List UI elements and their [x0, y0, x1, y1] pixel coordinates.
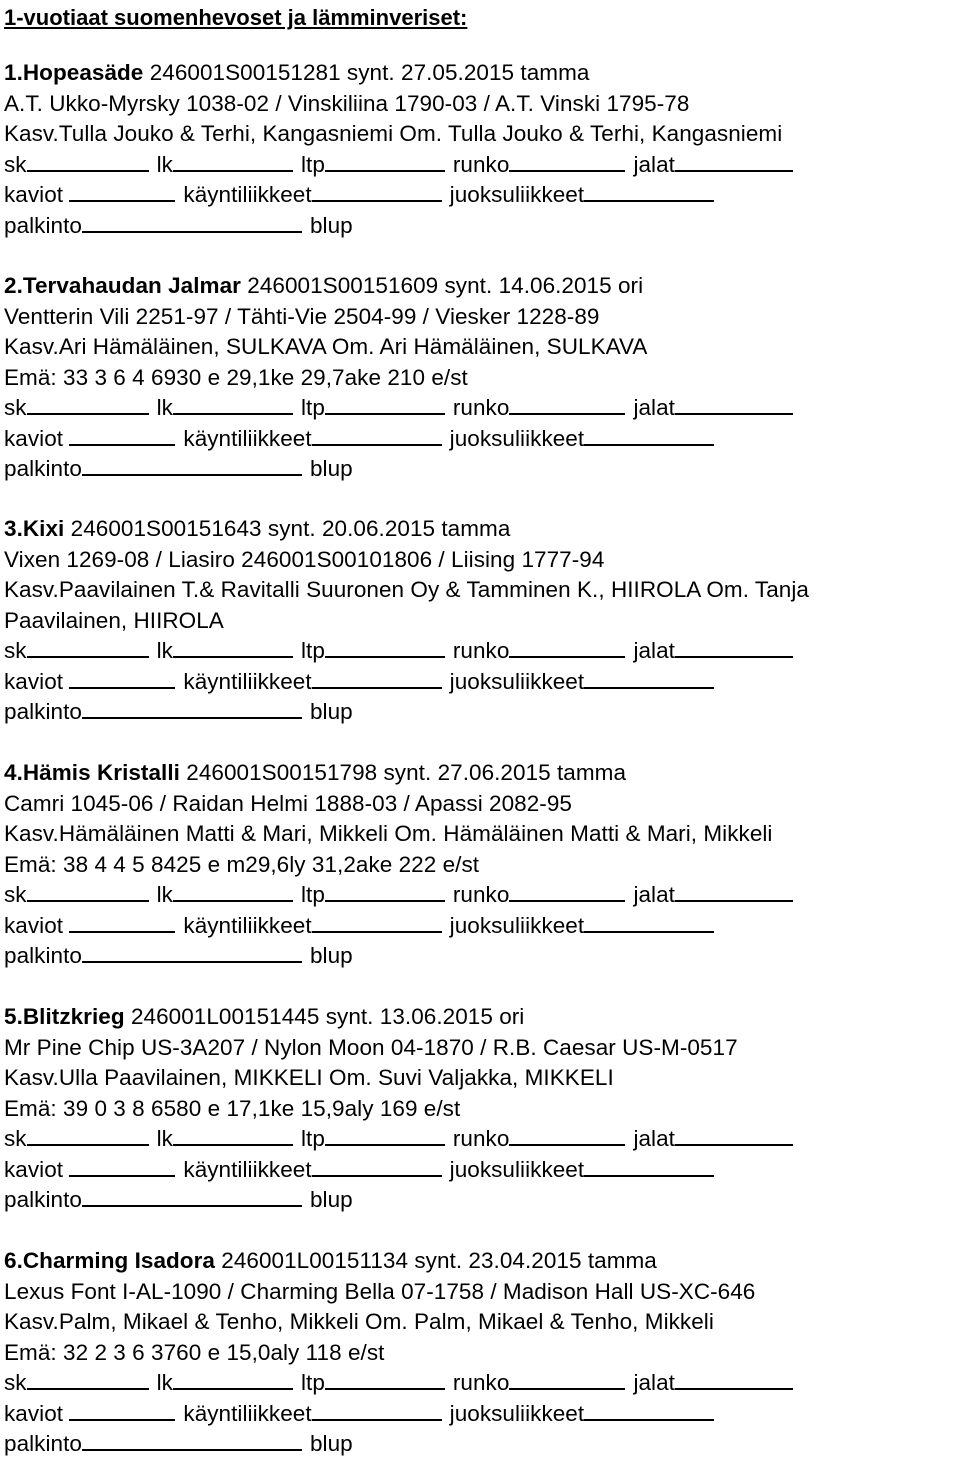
owner-line: Kasv.Hämäläinen Matti & Mari, Mikkeli Om. Hämäläinen Matti & Mari, Mikkeli: [4, 821, 773, 846]
kaviot-blank[interactable]: [69, 180, 175, 202]
score-row-3: [4, 941, 956, 972]
jalat-blank[interactable]: [675, 1368, 793, 1390]
owner-line: Kasv.Ari Hämäläinen, SULKAVA Om. Ari Hämäläinen, SULKAVA: [4, 334, 648, 359]
pedigree-line: Vixen 1269-08 / Liasiro 246001S00101806 / Liising 1777-94: [4, 546, 605, 572]
label-sk: sk: [4, 1126, 27, 1151]
label-palkinto: palkinto: [4, 1187, 82, 1212]
pedigree-line: Camri 1045-06 / Raidan Helmi 1888-03 / Apassi 2082-95: [4, 790, 572, 816]
kayntiliikkeet-blank[interactable]: [312, 667, 442, 689]
dam-line: Emä: 39 0 3 8 6580 e 17,1ke 15,9aly 169 e/st: [4, 1095, 461, 1121]
entry-number: 5.: [4, 1004, 23, 1029]
ltp-blank[interactable]: [325, 880, 445, 902]
label-sk: sk: [4, 882, 27, 907]
label-kayntiliikkeet: käyntiliikkeet: [183, 182, 312, 207]
horse-entry: [4, 514, 956, 728]
label-kaviot: kaviot: [4, 425, 64, 451]
lk-blank[interactable]: [173, 393, 293, 415]
sk-blank[interactable]: [27, 393, 149, 415]
juoksuliikkeet-blank[interactable]: [584, 424, 714, 446]
label-kayntiliikkeet: käyntiliikkeet: [183, 1156, 312, 1182]
sk-blank[interactable]: [27, 1124, 149, 1146]
score-row-2: [4, 424, 956, 455]
kayntiliikkeet-blank[interactable]: [312, 911, 442, 933]
juoksuliikkeet-blank[interactable]: [584, 911, 714, 933]
juoksuliikkeet-blank[interactable]: [584, 180, 714, 202]
kaviot-blank[interactable]: [69, 424, 175, 446]
label-jalat: jalat: [633, 638, 675, 663]
sk-blank[interactable]: [27, 150, 149, 172]
page-heading: 1-vuotiaat suomenhevoset ja lämminveriset:: [4, 5, 468, 30]
sk-blank[interactable]: [27, 880, 149, 902]
lk-blank[interactable]: [173, 880, 293, 902]
horse-name: Hämis Kristalli: [22, 760, 180, 785]
score-row-1: [4, 150, 956, 181]
label-jalat: jalat: [633, 1126, 675, 1151]
label-jalat: jalat: [633, 395, 675, 420]
label-kayntiliikkeet: käyntiliikkeet: [183, 425, 312, 451]
palkinto-blank[interactable]: [82, 697, 302, 719]
label-juoksuliikkeet: juoksuliikkeet: [449, 425, 585, 451]
kayntiliikkeet-blank[interactable]: [312, 1399, 442, 1421]
palkinto-blank[interactable]: [82, 941, 302, 963]
label-lk: lk: [156, 151, 173, 177]
runko-blank[interactable]: [509, 393, 625, 415]
horse-entry: [4, 58, 956, 241]
label-palkinto: palkinto: [4, 212, 82, 238]
entry-title-line: [4, 1002, 956, 1033]
score-row-2: [4, 180, 956, 211]
entry-title-line: [4, 514, 956, 545]
label-kayntiliikkeet: käyntiliikkeet: [183, 912, 312, 938]
label-runko: runko: [452, 151, 510, 177]
kaviot-blank[interactable]: [69, 1399, 175, 1421]
entry-title-line: [4, 58, 956, 89]
palkinto-blank[interactable]: [82, 211, 302, 233]
label-kayntiliikkeet: käyntiliikkeet: [183, 668, 312, 694]
label-kaviot: kaviot: [4, 182, 64, 207]
jalat-blank[interactable]: [675, 150, 793, 172]
score-row-2: [4, 667, 956, 698]
score-row-3: [4, 697, 956, 728]
label-juoksuliikkeet: juoksuliikkeet: [449, 182, 585, 207]
score-row-2: [4, 911, 956, 942]
score-row-1: [4, 1368, 956, 1399]
horse-entry: [4, 758, 956, 972]
ltp-blank[interactable]: [325, 1124, 445, 1146]
kayntiliikkeet-blank[interactable]: [312, 1155, 442, 1177]
horse-name: Kixi: [22, 516, 65, 541]
label-sk: sk: [4, 395, 27, 420]
score-row-1: [4, 1124, 956, 1155]
jalat-blank[interactable]: [675, 393, 793, 415]
runko-blank[interactable]: [509, 150, 625, 172]
label-juoksuliikkeet: juoksuliikkeet: [449, 1156, 585, 1182]
entry-title-line: [4, 1246, 956, 1277]
dam-line: Emä: 33 3 6 4 6930 e 29,1ke 29,7ake 210 e/st: [4, 364, 468, 390]
jalat-blank[interactable]: [675, 636, 793, 658]
kayntiliikkeet-blank[interactable]: [312, 180, 442, 202]
label-kaviot: kaviot: [4, 668, 64, 694]
horse-info: 246001S00151643 synt. 20.06.2015 tamma: [70, 516, 511, 541]
score-row-1: [4, 880, 956, 911]
lk-blank[interactable]: [173, 1368, 293, 1390]
horse-entry: [4, 271, 956, 485]
runko-blank[interactable]: [509, 1124, 625, 1146]
label-runko: runko: [452, 395, 510, 420]
label-sk: sk: [4, 638, 27, 663]
kaviot-blank[interactable]: [69, 1155, 175, 1177]
label-lk: lk: [156, 638, 173, 663]
label-lk: lk: [156, 1370, 173, 1395]
entry-title-line: [4, 758, 956, 789]
label-jalat: jalat: [633, 1370, 675, 1395]
entry-number: 2.: [4, 273, 23, 298]
owner-line: Kasv.Paavilainen T.& Ravitalli Suuronen Oy & Tamminen K., HIIROLA Om. Tanja: [4, 577, 809, 602]
entry-number: 4.: [4, 760, 23, 785]
juoksuliikkeet-blank[interactable]: [584, 667, 714, 689]
horse-info: 246001S00151609 synt. 14.06.2015 ori: [247, 273, 644, 298]
lk-blank[interactable]: [173, 150, 293, 172]
label-palkinto: palkinto: [4, 699, 82, 724]
palkinto-blank[interactable]: [82, 1185, 302, 1207]
label-sk: sk: [4, 151, 27, 177]
score-row-3: [4, 1429, 956, 1460]
score-row-3: [4, 211, 956, 242]
entry-title-line: [4, 271, 956, 302]
horse-entry: [4, 1246, 956, 1460]
label-ltp: ltp: [300, 395, 325, 420]
horse-name: Charming Isadora: [22, 1248, 215, 1273]
horse-info: 246001L00151134 synt. 23.04.2015 tamma: [221, 1248, 657, 1273]
label-lk: lk: [156, 882, 173, 907]
kaviot-blank[interactable]: [69, 667, 175, 689]
owner-line-cont: Paavilainen, HIIROLA: [4, 607, 224, 633]
runko-blank[interactable]: [509, 636, 625, 658]
label-palkinto: palkinto: [4, 943, 82, 968]
score-row-3: [4, 1185, 956, 1216]
label-ltp: ltp: [300, 638, 325, 663]
owner-line: Kasv.Palm, Mikael & Tenho, Mikkeli Om. Palm, Mikael & Tenho, Mikkeli: [4, 1309, 714, 1334]
label-runko: runko: [452, 1126, 510, 1151]
score-row-2: [4, 1399, 956, 1430]
label-blup: blup: [309, 1187, 353, 1212]
label-blup: blup: [309, 456, 353, 481]
sk-blank[interactable]: [27, 636, 149, 658]
label-juoksuliikkeet: juoksuliikkeet: [449, 912, 585, 938]
lk-blank[interactable]: [173, 636, 293, 658]
label-ltp: ltp: [300, 882, 325, 907]
pedigree-line: A.T. Ukko-Myrsky 1038-02 / Vinskiliina 1790-03 / A.T. Vinski 1795-78: [4, 90, 690, 116]
dam-line: Emä: 38 4 4 5 8425 e m29,6ly 31,2ake 222 e/st: [4, 851, 480, 877]
label-kayntiliikkeet: käyntiliikkeet: [183, 1400, 312, 1426]
dam-line: Emä: 32 2 3 6 3760 e 15,0aly 118 e/st: [4, 1339, 385, 1365]
sk-blank[interactable]: [27, 1368, 149, 1390]
label-lk: lk: [156, 1126, 173, 1151]
entry-number: 1.: [4, 60, 23, 85]
pedigree-line: Lexus Font I-AL-1090 / Charming Bella 07-1758 / Madison Hall US-XC-646: [4, 1278, 756, 1304]
label-kaviot: kaviot: [4, 1400, 64, 1426]
label-blup: blup: [309, 1431, 353, 1456]
ltp-blank[interactable]: [325, 1368, 445, 1390]
label-kaviot: kaviot: [4, 912, 64, 938]
jalat-blank[interactable]: [675, 880, 793, 902]
kayntiliikkeet-blank[interactable]: [312, 424, 442, 446]
horse-info: 246001S00151281 synt. 27.05.2015 tamma: [149, 60, 590, 85]
ltp-blank[interactable]: [325, 150, 445, 172]
owner-line: Kasv.Ulla Paavilainen, MIKKELI Om. Suvi Valjakka, MIKKELI: [4, 1065, 614, 1090]
owner-line: Kasv.Tulla Jouko & Terhi, Kangasniemi Om. Tulla Jouko & Terhi, Kangasniemi: [4, 121, 783, 146]
horse-name: Blitzkrieg: [22, 1004, 125, 1029]
label-runko: runko: [452, 1370, 510, 1395]
label-jalat: jalat: [633, 151, 675, 177]
score-row-2: [4, 1155, 956, 1186]
label-runko: runko: [452, 638, 510, 663]
label-blup: blup: [309, 699, 353, 724]
runko-blank[interactable]: [509, 880, 625, 902]
label-blup: blup: [309, 212, 353, 238]
palkinto-blank[interactable]: [82, 1429, 302, 1451]
juoksuliikkeet-blank[interactable]: [584, 1155, 714, 1177]
ltp-blank[interactable]: [325, 636, 445, 658]
label-ltp: ltp: [300, 1370, 325, 1395]
score-row-1: [4, 393, 956, 424]
horse-info: 246001S00151798 synt. 27.06.2015 tamma: [186, 760, 627, 785]
label-jalat: jalat: [633, 882, 675, 907]
label-ltp: ltp: [300, 1126, 325, 1151]
label-blup: blup: [309, 943, 353, 968]
horse-name: Tervahaudan Jalmar: [22, 273, 241, 298]
juoksuliikkeet-blank[interactable]: [584, 1399, 714, 1421]
lk-blank[interactable]: [173, 1124, 293, 1146]
jalat-blank[interactable]: [675, 1124, 793, 1146]
score-row-3: [4, 454, 956, 485]
pedigree-line: Mr Pine Chip US-3A207 / Nylon Moon 04-1870 / R.B. Caesar US-M-0517: [4, 1034, 738, 1060]
entry-number: 3.: [4, 516, 23, 541]
ltp-blank[interactable]: [325, 393, 445, 415]
kaviot-blank[interactable]: [69, 911, 175, 933]
runko-blank[interactable]: [509, 1368, 625, 1390]
label-juoksuliikkeet: juoksuliikkeet: [449, 668, 585, 694]
label-sk: sk: [4, 1370, 27, 1395]
entry-number: 6.: [4, 1248, 23, 1273]
horse-info: 246001L00151445 synt. 13.06.2015 ori: [130, 1004, 525, 1029]
horse-name: Hopeasäde: [22, 60, 144, 85]
pedigree-line: Ventterin Vili 2251-97 / Tähti-Vie 2504-99 / Viesker 1228-89: [4, 303, 600, 329]
label-palkinto: palkinto: [4, 456, 82, 481]
label-kaviot: kaviot: [4, 1156, 64, 1182]
horse-entry: [4, 1002, 956, 1216]
label-runko: runko: [452, 882, 510, 907]
label-palkinto: palkinto: [4, 1431, 82, 1456]
palkinto-blank[interactable]: [82, 454, 302, 476]
label-ltp: ltp: [300, 151, 325, 177]
label-juoksuliikkeet: juoksuliikkeet: [449, 1400, 585, 1426]
label-lk: lk: [156, 395, 173, 420]
score-row-1: [4, 636, 956, 667]
